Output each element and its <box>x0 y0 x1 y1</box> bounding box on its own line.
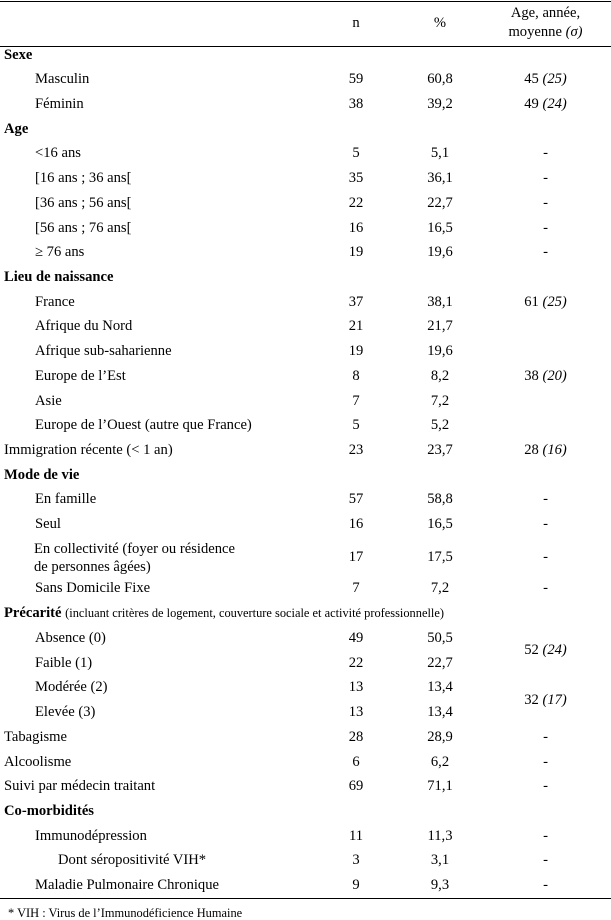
table-row <box>0 576 611 601</box>
row-age: 28 (16) <box>524 442 567 458</box>
row-label: [56 ans ; 76 ans[ <box>35 220 132 236</box>
table-row <box>0 700 611 725</box>
row-label: Modérée (2) <box>35 679 108 695</box>
table-row <box>0 166 611 191</box>
row-age: - <box>543 778 548 794</box>
row-n: 38 <box>348 96 364 112</box>
row-n: 28 <box>348 729 364 745</box>
row-percent: 39,2 <box>427 96 453 112</box>
row-n: 16 <box>348 516 364 532</box>
row-n: 13 <box>348 679 364 695</box>
row-age: - <box>543 852 548 868</box>
table-row <box>0 873 611 898</box>
row-age: - <box>543 220 548 236</box>
row-n: 19 <box>348 244 364 260</box>
row-label: Féminin <box>35 96 84 112</box>
table-row <box>0 216 611 241</box>
row-label: Seul <box>35 516 61 532</box>
table-row <box>0 339 611 364</box>
table-row <box>0 512 611 537</box>
row-age-merged: 52 (24) <box>524 642 567 658</box>
row-label: Asie <box>35 393 62 409</box>
row-percent: 13,4 <box>427 704 453 720</box>
row-age: 38 (20) <box>524 368 567 384</box>
row-n: 17 <box>348 549 364 565</box>
row-n: 23 <box>348 442 364 458</box>
row-label: France <box>35 294 75 310</box>
section-row <box>0 43 611 68</box>
row-label: Maladie Pulmonaire Chronique <box>35 877 220 893</box>
row-n: 7 <box>352 393 360 409</box>
row-label: [16 ans ; 36 ans[ <box>35 170 132 186</box>
table-row <box>0 314 611 339</box>
row-percent: 6,2 <box>430 754 450 770</box>
row-label: <16 ans <box>35 145 81 161</box>
row-age: 45 (25) <box>524 71 567 87</box>
row-percent: 19,6 <box>427 244 453 260</box>
table-row <box>0 487 611 512</box>
row-age: - <box>543 754 548 770</box>
row-label: [36 ans ; 56 ans[ <box>35 195 132 211</box>
row-n: 11 <box>348 828 364 844</box>
row-n: 21 <box>348 318 364 334</box>
row-n: 13 <box>348 704 364 720</box>
row-n: 3 <box>352 852 360 868</box>
row-label: Absence (0) <box>35 630 106 646</box>
row-label: Afrique sub-saharienne <box>35 343 172 359</box>
row-percent: 22,7 <box>427 195 453 211</box>
section-title: Age <box>4 121 29 137</box>
row-percent: 13,4 <box>427 679 453 695</box>
row-percent: 8,2 <box>430 368 450 384</box>
row-label: Alcoolisme <box>4 754 72 770</box>
row-label: Immunodépression <box>35 828 147 844</box>
row-n: 9 <box>352 877 360 893</box>
row-n: 59 <box>348 71 364 87</box>
row-percent: 21,7 <box>427 318 453 334</box>
row-percent: 36,1 <box>427 170 453 186</box>
row-label: Europe de l’Ouest (autre que France) <box>35 417 252 433</box>
row-n: 57 <box>348 491 364 507</box>
table-row <box>0 389 611 414</box>
section-title: Mode de vie <box>4 467 80 483</box>
row-age: - <box>543 580 548 596</box>
row-percent: 60,8 <box>427 71 453 87</box>
row-label-collectivite: En collectivité (foyer ou résidence de personnes âgées) <box>34 541 235 575</box>
row-label: Afrique du Nord <box>35 318 133 334</box>
row-age: - <box>543 877 548 893</box>
row-n: 22 <box>348 655 364 671</box>
row-age: - <box>543 549 548 565</box>
footnote: * VIH : Virus de l’Immunodéficience Humaine <box>8 906 243 920</box>
row-label: Elevée (3) <box>35 704 96 720</box>
row-percent: 28,9 <box>427 729 453 745</box>
row-label: ≥ 76 ans <box>35 244 85 260</box>
table-row <box>0 750 611 775</box>
row-n: 16 <box>348 220 364 236</box>
row-n: 8 <box>352 368 360 384</box>
row-label: Sans Domicile Fixe <box>35 580 151 596</box>
row-age: - <box>543 170 548 186</box>
row-label: Masculin <box>35 71 90 87</box>
row-percent: 9,3 <box>430 877 450 893</box>
section-title: Précarité (incluant critères de logement, couverture sociale et activité professionnelle) <box>4 605 444 621</box>
table-row <box>0 290 611 315</box>
row-label: Dont séropositivité VIH* <box>58 852 207 868</box>
row-percent: 58,8 <box>427 491 453 507</box>
section-title: Sexe <box>4 47 33 63</box>
row-age: - <box>543 516 548 532</box>
row-percent: 16,5 <box>427 220 453 236</box>
section-title: Co-morbidités <box>4 803 94 819</box>
table-row <box>0 191 611 216</box>
row-percent: 19,6 <box>427 343 453 359</box>
table-row <box>0 848 611 873</box>
table-bottom-rule <box>0 898 611 899</box>
table-row <box>0 545 611 570</box>
row-percent: 5,2 <box>430 417 450 433</box>
row-age-merged: 32 (17) <box>524 692 567 708</box>
row-percent: 71,1 <box>427 778 453 794</box>
row-n: 49 <box>348 630 364 646</box>
header-percent: % <box>433 14 447 31</box>
row-percent: 11,3 <box>427 828 453 844</box>
row-n: 6 <box>352 754 360 770</box>
row-percent: 7,2 <box>430 580 450 596</box>
row-label: Immigration récente (< 1 an) <box>4 442 173 458</box>
row-n: 69 <box>348 778 364 794</box>
section-row <box>0 601 611 626</box>
row-age: - <box>543 195 548 211</box>
section-row <box>0 117 611 142</box>
section-row <box>0 463 611 488</box>
row-percent: 22,7 <box>427 655 453 671</box>
table-row <box>0 92 611 117</box>
table-row <box>0 364 611 389</box>
row-n: 5 <box>352 417 360 433</box>
table-row <box>0 725 611 750</box>
section-title: Lieu de naissance <box>4 269 114 285</box>
row-percent: 38,1 <box>427 294 453 310</box>
row-n: 37 <box>348 294 364 310</box>
row-label: Faible (1) <box>35 655 93 671</box>
row-label: Tabagisme <box>4 729 68 745</box>
header-n: n <box>352 14 360 31</box>
row-age: 61 (25) <box>524 294 567 310</box>
row-label: En famille <box>35 491 97 507</box>
row-n: 7 <box>352 580 360 596</box>
row-n: 19 <box>348 343 364 359</box>
header-age: Age, année, moyenne (σ) <box>508 5 583 40</box>
row-percent: 7,2 <box>430 393 450 409</box>
row-age: - <box>543 145 548 161</box>
row-n: 5 <box>352 145 360 161</box>
table-row <box>0 824 611 849</box>
row-age: 49 (24) <box>524 96 567 112</box>
table-row <box>0 774 611 799</box>
row-percent: 50,5 <box>427 630 453 646</box>
row-percent: 16,5 <box>427 516 453 532</box>
table-row <box>0 67 611 92</box>
row-label: Suivi par médecin traitant <box>4 778 156 794</box>
table-row <box>0 413 611 438</box>
row-percent: 23,7 <box>427 442 453 458</box>
row-age: - <box>543 244 548 260</box>
row-label: Europe de l’Est <box>35 368 126 384</box>
row-percent: 3,1 <box>430 852 450 868</box>
row-n: 35 <box>348 170 364 186</box>
table-row <box>0 651 611 676</box>
row-age: - <box>543 828 548 844</box>
row-n: 22 <box>348 195 364 211</box>
row-percent: 17,5 <box>427 549 453 565</box>
row-age: - <box>543 491 548 507</box>
row-percent: 5,1 <box>430 145 450 161</box>
table-row <box>0 141 611 166</box>
section-row <box>0 799 611 824</box>
section-row <box>0 265 611 290</box>
table-row <box>0 240 611 265</box>
row-age: - <box>543 729 548 745</box>
table-row <box>0 438 611 463</box>
